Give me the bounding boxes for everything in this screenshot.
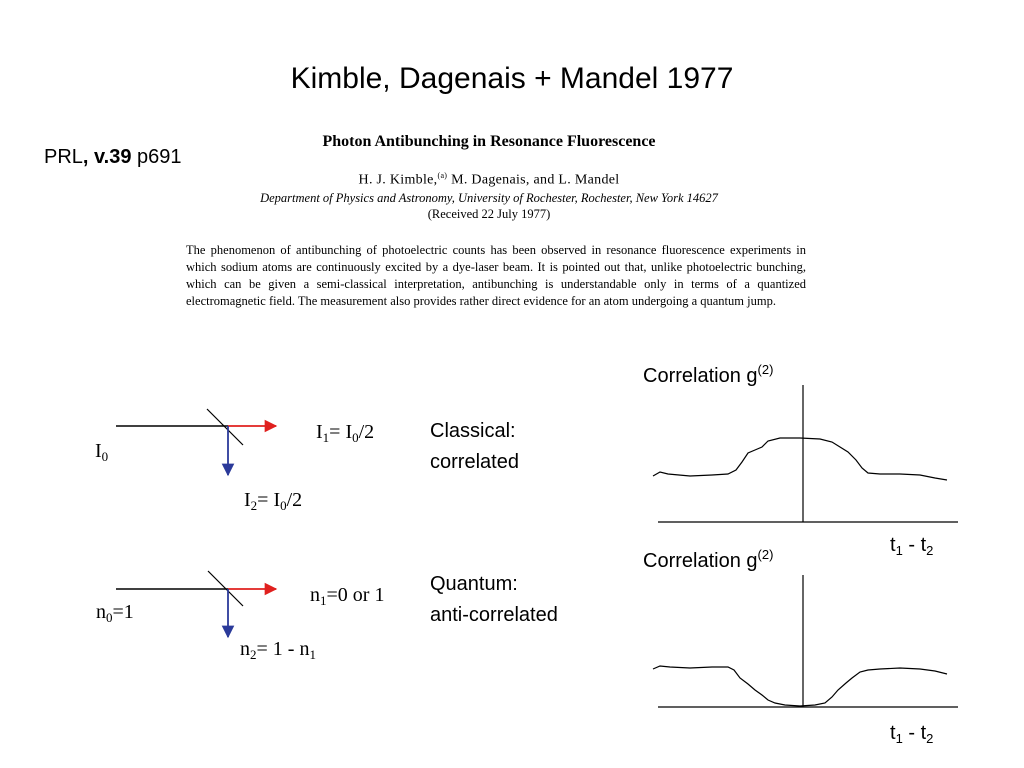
paper-title: Photon Antibunching in Resonance Fluorescence <box>322 133 656 150</box>
quantum-output2-label: $n_2= 1 - n_1$ <box>240 638 316 662</box>
affiliation-mark: (a) <box>437 171 448 180</box>
quantum-caption-line2: anti-correlated <box>430 604 558 626</box>
correlation-graph-classical <box>653 385 958 522</box>
correlation-curve <box>653 438 947 480</box>
quantum-output1-label: $n_1=0$ or 1 <box>310 584 385 608</box>
journal-volume: v.39 <box>94 146 132 168</box>
journal-name: PRL <box>44 146 83 168</box>
classical-input-label: $I_0$ <box>95 440 109 464</box>
bottom-graph-ylabel: Correlation $g^{(2)}$ <box>643 547 774 572</box>
top-graph-xlabel: $t_1 - t_2$ <box>890 534 934 558</box>
classical-output2-label: $I_2= I_0/2$ <box>244 489 303 513</box>
correlation-curve <box>653 666 947 706</box>
classical-caption <box>430 416 519 478</box>
paper-department: Department of Physics and Astronomy, University of Rochester, Rochester, New York 14627 <box>260 191 718 205</box>
quantum-caption <box>430 569 558 631</box>
classical-beam-splitter <box>116 409 276 475</box>
classical-caption-line1: Classical: <box>430 420 516 442</box>
paper-abstract: The phenomenon of antibunching of photoelectric counts has been observed in resonance fluorescence experiments in which sodium atoms are continuously excited by a dye-laser beam. It is pointed out that, unlike photoelectric bunching, which can be given a semi-classical interpretation, antibunching is understandable only in terms of a quantized electromagnetic field. The measurement also provides rather direct evidence for an atom undergoing a quantum jump. <box>186 243 806 308</box>
slide-title: Kimble, Dagenais + Mandel 1977 <box>290 62 734 95</box>
paper-received: (Received 22 July 1977) <box>427 207 551 221</box>
bottom-graph-xlabel: $t_1 - t_2$ <box>890 722 934 746</box>
quantum-input-label: $n_0=1$ <box>96 601 134 625</box>
quantum-caption-line1: Quantum: <box>430 573 518 595</box>
splitter-mirror <box>207 409 243 445</box>
classical-output1-label: $I_1= I_0/2$ <box>316 421 375 445</box>
quantum-beam-splitter <box>116 571 276 637</box>
top-graph-ylabel: Correlation $g^{(2)}$ <box>643 362 774 387</box>
paper-authors-rest: M. Dagenais, and L. Mandel <box>451 172 620 188</box>
paper-author-first: H. J. Kimble, <box>358 172 438 188</box>
reference-separator: , <box>82 146 89 168</box>
classical-caption-line2: correlated <box>430 451 519 473</box>
journal-page: p691 <box>137 146 182 168</box>
correlation-graph-quantum <box>653 575 958 707</box>
